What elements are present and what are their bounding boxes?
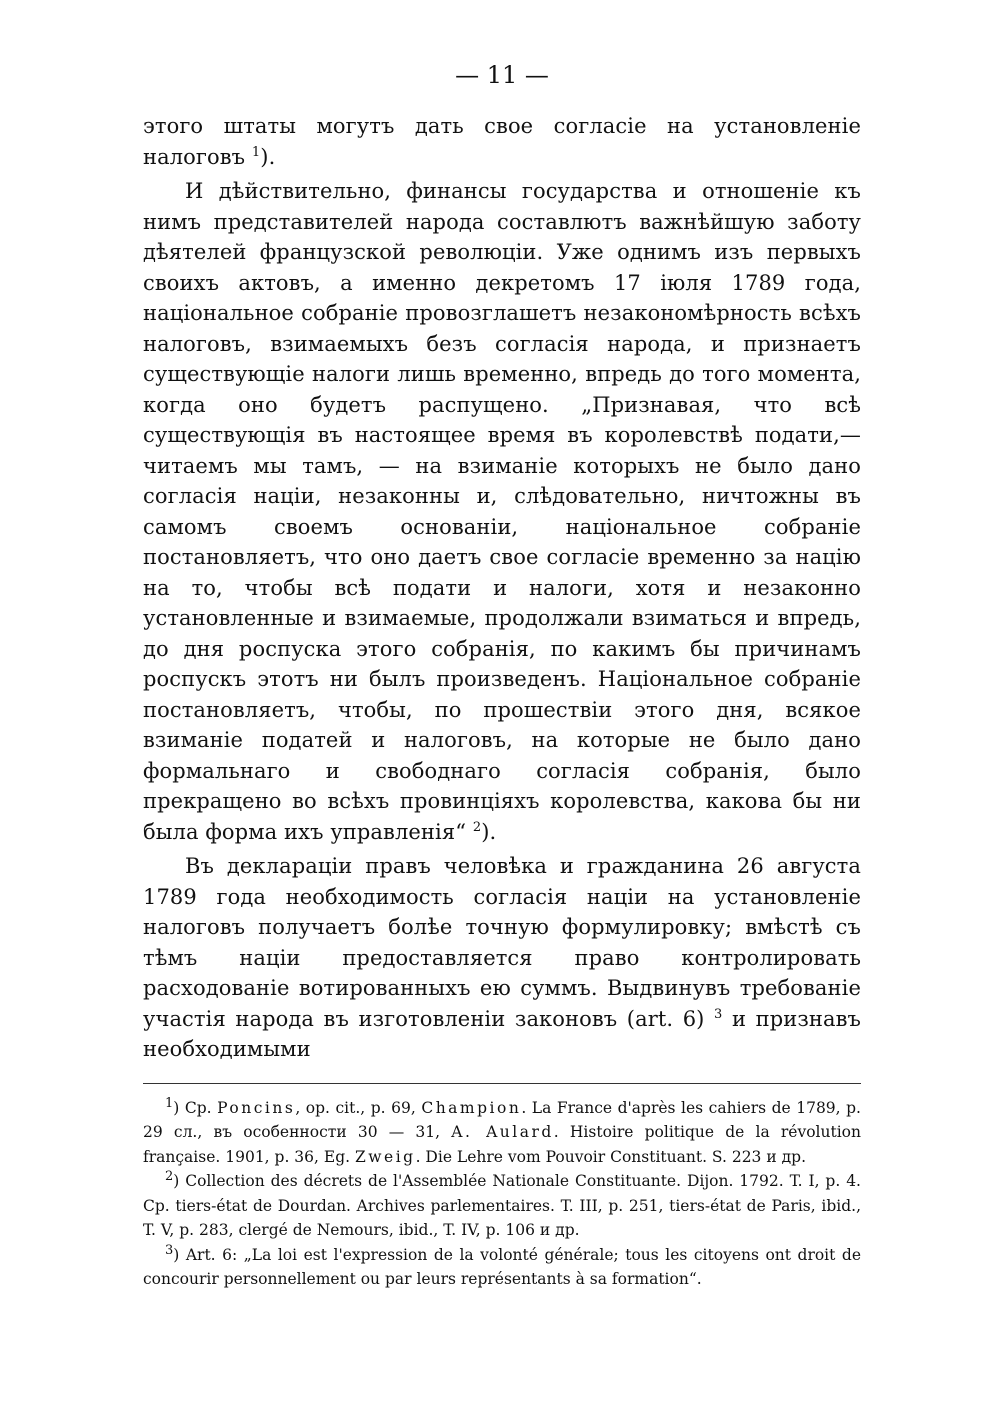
footnote-1-author-zweig: Zweig (354, 1147, 416, 1166)
paragraph-3-text: Въ деклараціи правъ человѣка и гражданина 26 августа 1789 года необходимость согласія націи на установленіе налоговъ получаетъ болѣе точную формулировку; вмѣстѣ съ тѣмъ націи предоставляется право контролировать расходованіе вотированныхъ ею суммъ. Выдвинувъ требованіе участія народа въ изготовленіи законовъ (art. 6) (143, 854, 861, 1031)
book-page (143, 55, 861, 1292)
footnote-ref-2: 2 (472, 819, 482, 835)
footnote-1-part-c: , op. cit., p. 69, (295, 1098, 422, 1117)
footnote-1-author-aulard: A. Aulard (451, 1123, 554, 1141)
footnote-1 (143, 1096, 861, 1170)
footnote-1-author-champion: Champion (421, 1098, 522, 1117)
footnote-2 (143, 1169, 861, 1243)
footnote-1-part-e: . La France d'après les cahiers de 1789, p. 29 сл., въ особенности 30 — 31, (143, 1098, 861, 1141)
paragraph-1-text: этого штаты могутъ дать свое согласіе на установленіе налоговъ (143, 114, 861, 169)
paragraph-continuation (143, 111, 861, 172)
paragraph-3-end: и признавъ необходимыми (143, 1006, 861, 1061)
paragraph-2-end: ). (481, 819, 497, 844)
paragraph-declaration-of-rights (143, 851, 861, 1065)
footnote-1-part-g: . Histoire politique de la révolution française. 1901, p. 36, Eg. (143, 1123, 861, 1166)
footnote-3 (143, 1243, 861, 1292)
footnote-divider (143, 1083, 861, 1084)
paragraph-2-text: И дѣйствительно, финансы государства и отношеніе къ нимъ представителей народа составлютъ важнѣйшую заботу дѣятелей французской революціи. Уже однимъ изъ первыхъ своихъ актовъ, а именно декретомъ 17 іюля 1789 года, національное собраніе провозглашетъ незакономѣрность всѣхъ налоговъ, взимаемыхъ безъ согласія народа, и признаетъ существующіе налоги лишь временно, впредь до того момента, когда оно будетъ распущено. „Признавая, что всѣ существующія въ настоящее время въ королевствѣ подати,— читаемъ мы тамъ, — на взиманіе которыхъ не было дано согласія націи, незаконны и, слѣдовательно, ничтожны въ самомъ своемъ основаніи, національное собраніе постановляетъ, что оно даетъ свое согласіе временно за націю на то, чтобы всѣ подати и налоги, хотя и незаконно установленные и взимаемые, продолжали взиматься и впредь, до дня роспуска этого собранія, по какимъ бы причинамъ роспускъ этотъ ни былъ произведенъ. Національное собраніе постановляетъ, чтобы, по прошествіи этого дня, всякое взиманіе податей и налоговъ, на которые не было дано формальнаго и свободнаго согласія собранія, было прекращено во всѣхъ провинціяхъ королевства, какова бы ни была форма ихъ управленія“ (143, 179, 861, 844)
footnote-3-mark: 3 (165, 1242, 174, 1258)
footnote-1-part-i: . Die Lehre vom Pouvoir Constituant. S. 223 и др. (415, 1147, 806, 1166)
page-number: — 11 — (455, 61, 549, 89)
footnote-1-part-a: ) Cp. (173, 1098, 218, 1117)
paragraph-revolution-finances (143, 176, 861, 847)
footnote-3-text: ) Art. 6: „La loi est l'expression de la volonté générale; tous les citoyens ont droit de concourir personnellement ou par leurs représentants à sa formation“. (143, 1245, 861, 1288)
paragraph-1-end: ). (260, 144, 276, 169)
footnote-ref-1: 1 (251, 144, 261, 160)
footnote-ref-3: 3 (714, 1006, 723, 1022)
footnote-1-mark: 1 (165, 1095, 174, 1111)
body-text (143, 111, 861, 1065)
footnote-2-mark: 2 (165, 1168, 174, 1184)
footnote-2-text: ) Collection des décrets de l'Assemblée Nationale Constituante. Dijon. 1792. T. I, p. 4. Cp. tiers-état de Dourdan. Archives parlementaires. T. III, p. 251, tiers-état de Paris, ibid., T. V, p. 283, clergé de Nemours, ibid., T. IV, p. 106 и др. (143, 1172, 861, 1239)
footnote-1-author-poncins: Poncins (217, 1098, 296, 1117)
footnotes (143, 1096, 861, 1292)
